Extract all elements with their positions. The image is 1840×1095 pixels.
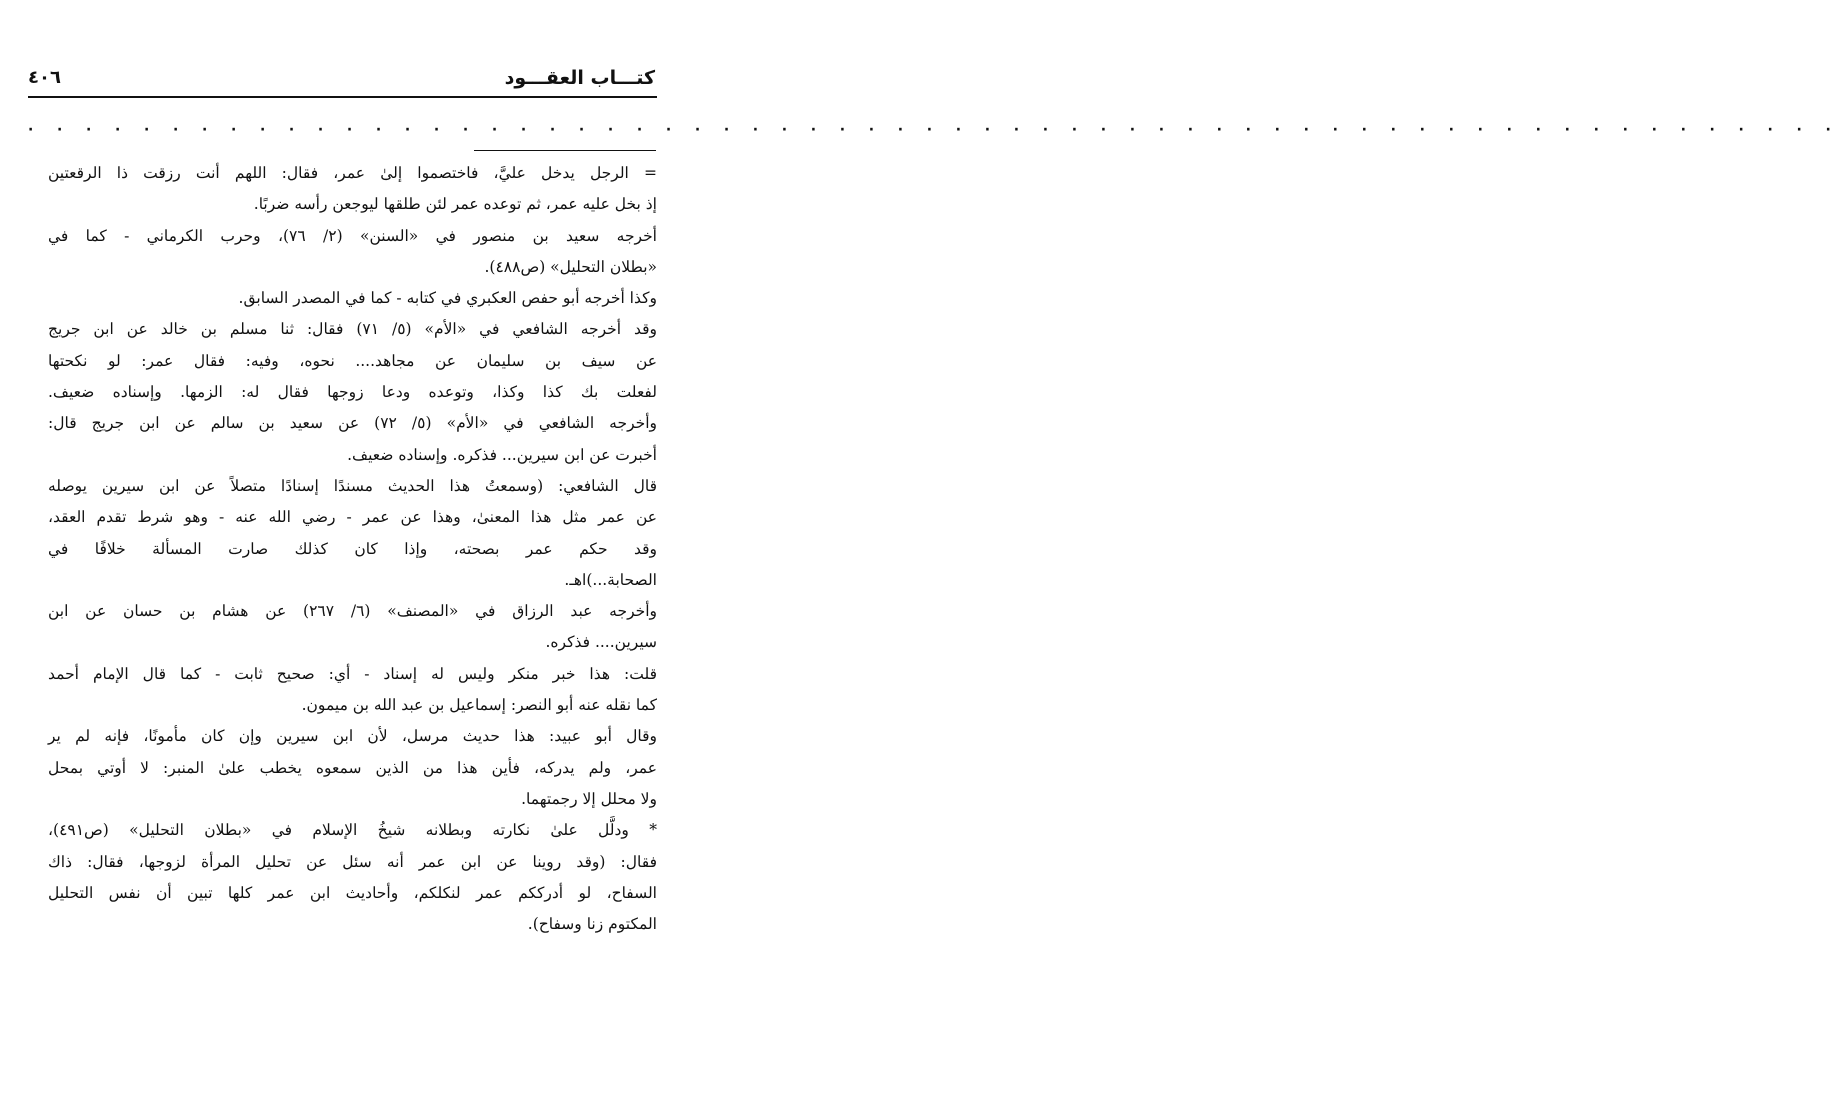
text-line: عن سيف بن سليمان عن مجاهد.... نحوه، وفيه: فقال عمر: لو نكحتها bbox=[48, 351, 657, 370]
text-line: فقال: (وقد روينا عن ابن عمر أنه سئل عن تحليل المرأة لزوجها، فقال: ذاك bbox=[48, 852, 657, 871]
text-line: وأخرجه عبد الرزاق في «المصنف» (٦/ ٢٦٧) عن هشام بن حسان عن ابن bbox=[48, 602, 657, 621]
text-line: وقد أخرجه الشافعي في «الأم» (٥/ ٧١) فقال: ثنا مسلم بن خالد عن ابن جريج bbox=[48, 320, 657, 339]
page-number: ٤٠٦ bbox=[28, 67, 61, 88]
footnote-rule bbox=[474, 150, 656, 151]
text-line: عمر، ولم يدركه، فأين هذا من الذين سمعوه يخطب علىٰ المنبر: لا أوتي بمحل bbox=[48, 758, 657, 777]
header-rule bbox=[28, 96, 657, 98]
text-line: وقد حكم عمر بصحته، وإذا كان كذلك صارت المسألة خلافًا في bbox=[48, 539, 657, 558]
page-header bbox=[28, 66, 655, 94]
text-line: المكتوم زنا وسفاح). bbox=[527, 915, 657, 934]
text-line: السفاح، لو أدرككم عمر لنكلكم، وأحاديث ابن عمر كلها تبين أن نفس التحليل bbox=[48, 883, 657, 902]
text-line: وقال أبو عبيد: هذا حديث مرسل، لأن ابن سيرين وإن كان مأمونًا، فإنه لم ير bbox=[48, 727, 657, 746]
text-line: ولا محلل إلا رجمتهما. bbox=[521, 789, 657, 808]
text-line: لفعلت بك كذا وكذا، وتوعده ودعا زوجها فقال له: الزمها. وإسناده ضعيف. bbox=[48, 383, 657, 402]
dotted-separator: · · · · · · · · · · · · · · · · · · · · · · · · · · · · · · · · · · · · · · · · · · · · · · · · · · · · · · · · · · · · · · · bbox=[28, 122, 1840, 138]
text-line: الصحابة...)اهـ. bbox=[564, 570, 657, 589]
text-line: وأخرجه الشافعي في «الأم» (٥/ ٧٢) عن سعيد بن سالم عن ابن جريج قال: bbox=[48, 414, 657, 433]
text-line: «بطلان التحليل» (ص٤٨٨). bbox=[484, 257, 657, 276]
text-line: قال الشافعي: (وسمعتُ هذا الحديث مسندًا إسنادًا متصلاً عن ابن سيرين يوصله bbox=[48, 476, 657, 495]
text-line: وكذا أخرجه أبو حفص العكبري في كتابه - كما في المصدر السابق. bbox=[238, 289, 657, 308]
text-line: سيرين.... فذكره. bbox=[545, 633, 657, 652]
text-line: كما نقله عنه أبو النصر: إسماعيل بن عبد الله بن ميمون. bbox=[301, 696, 657, 715]
text-line: * ودلَّل علىٰ نكارته وبطلانه شيخُ الإسلام في «بطلان التحليل» (ص٤٩١)، bbox=[48, 821, 657, 840]
text-line: إذ بخل عليه عمر، ثم توعده عمر لئن طلقها ليوجعن رأسه ضربًا. bbox=[253, 195, 657, 214]
running-title: كتـــاب العقـــود bbox=[504, 67, 655, 89]
text-line: أخرجه سعيد بن منصور في «السنن» (٢/ ٧٦)، وحرب الكرماني - كما في bbox=[48, 226, 657, 245]
text-line: عن عمر مثل هذا المعنىٰ، وهذا عن عمر - رضي الله عنه - وهو شرط تقدم العقد، bbox=[48, 508, 657, 527]
text-line: = الرجل يدخل عليَّ، فاختصموا إلىٰ عمر، فقال: اللهم أنت رزقت ذا الرقعتين bbox=[48, 164, 657, 182]
text-line: أخبرت عن ابن سيرين... فذكره. وإسناده ضعيف. bbox=[347, 445, 657, 464]
footnote-text bbox=[48, 158, 657, 940]
text-line: قلت: هذا خبر منكر وليس له إسناد - أي: صحيح ثابت - كما قال الإمام أحمد bbox=[48, 664, 657, 683]
